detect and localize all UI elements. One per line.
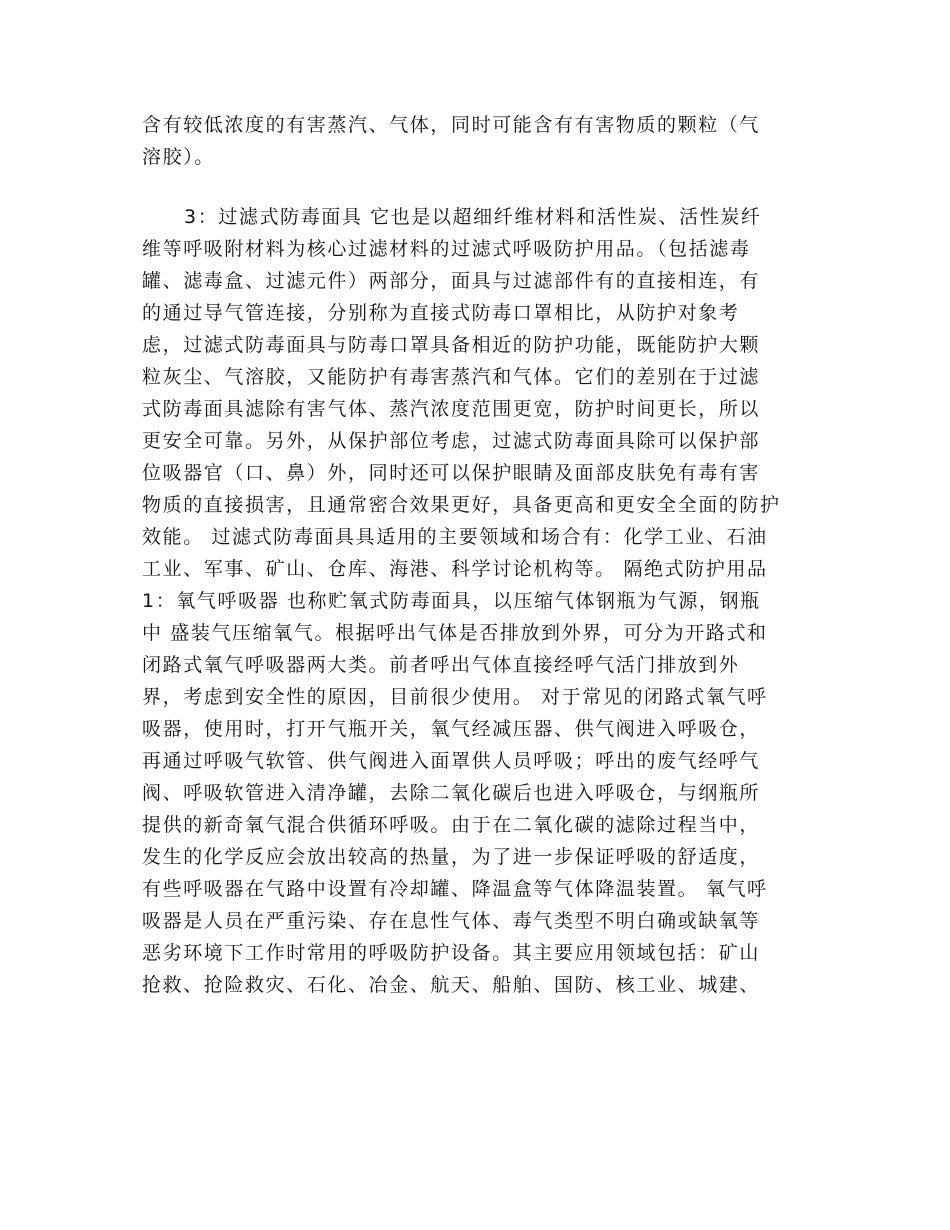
text-line: 物质的直接损害，且通常密合效果更好，具备更高和更安全全面的防护 (142, 494, 781, 516)
text-line: 恶劣环境下工作时常用的呼吸防护设备。其主要应用领域包括：矿山 (142, 942, 761, 964)
text-line: 的通过导气管连接，分别称为直接式防毒口罩相比，从防护对象考 (142, 302, 740, 324)
text-line: 维等呼吸附材料为核心过滤材料的过滤式呼吸防护用品。（包括滤毒 (142, 238, 751, 260)
text-line: 中 盛装气压缩氧气。根据呼出气体是否排放到外界，可分为开路式和 (142, 622, 768, 644)
text-line: 溶胶）。 (142, 146, 215, 168)
text-line: 界，考虑到安全性的原因，目前很少使用。 对于常见的闭路式氧气呼 (142, 686, 768, 708)
text-line: 工业、军事、矿山、仓库、海港、科学讨论机构等。 隔绝式防护用品 (142, 558, 768, 580)
text-line: 提供的新奇氧气混合供循环呼吸。由于在二氧化碳的滤除过程当中， (142, 814, 761, 836)
text-line: 闭路式氧气呼吸器两大类。前者呼出气体直接经呼气活门排放到外 (142, 654, 740, 676)
text-line: 发生的化学反应会放出较高的热量，为了进一步保证呼吸的舒适度， (142, 846, 761, 868)
text-line: 含有较低浓度的有害蒸汽、气体，同时可能含有有害物质的颗粒（气 (142, 114, 761, 136)
text-line: 阀、呼吸软管进入清净罐，去除二氧化碳后也进入呼吸仓，与纲瓶所 (142, 782, 761, 804)
text-line: 效能。 过滤式防毒面具具适用的主要领域和场合有：化学工业、石油 (142, 526, 768, 548)
text-line: 位吸器官（口、鼻）外，同时还可以保护眼睛及面部皮肤免有毒有害 (142, 462, 761, 484)
text-line: 再通过呼吸气软管、供气阀进入面罩供人员呼吸；呼出的废气经呼气 (142, 750, 761, 772)
text-line: 粒灰尘、气溶胶，又能防护有毒害蒸汽和气体。它们的差别在于过滤 (142, 366, 761, 388)
text-line: 吸器是人员在严重污染、存在息性气体、毒气类型不明白确或缺氧等 (142, 910, 761, 932)
text-line: 有些呼吸器在气路中设置有冷却罐、降温盒等气体降温装置。 氧气呼 (142, 878, 768, 900)
text-line: 式防毒面具滤除有害气体、蒸汽浓度范围更宽，防护时间更长，所以 (142, 398, 761, 420)
text-line: 更安全可靠。另外，从保护部位考虑，过滤式防毒面具除可以保护部 (142, 430, 761, 452)
paragraph-aerosol-note (142, 109, 822, 173)
text-line: 抢救、抢险救灾、石化、冶金、航天、船舶、国防、核工业、城建、 (142, 974, 761, 996)
paragraph-filter-gas-mask (142, 201, 822, 1001)
text-line: 1：氧气呼吸器 也称贮氧式防毒面具，以压缩气体钢瓶为气源，钢瓶 (142, 590, 761, 612)
text-line: 吸器，使用时，打开气瓶开关，氧气经减压器、供气阀进入呼吸仓， (142, 718, 761, 740)
text-line: 罐、滤毒盒、过滤元件）两部分，面具与过滤部件有的直接相连，有 (142, 270, 761, 292)
text-line: 3：过滤式防毒面具 它也是以超细纤维材料和活性炭、活性炭纤 (184, 206, 762, 228)
text-line: 虑，过滤式防毒面具与防毒口罩具备相近的防护功能，既能防护大颗 (142, 334, 761, 356)
